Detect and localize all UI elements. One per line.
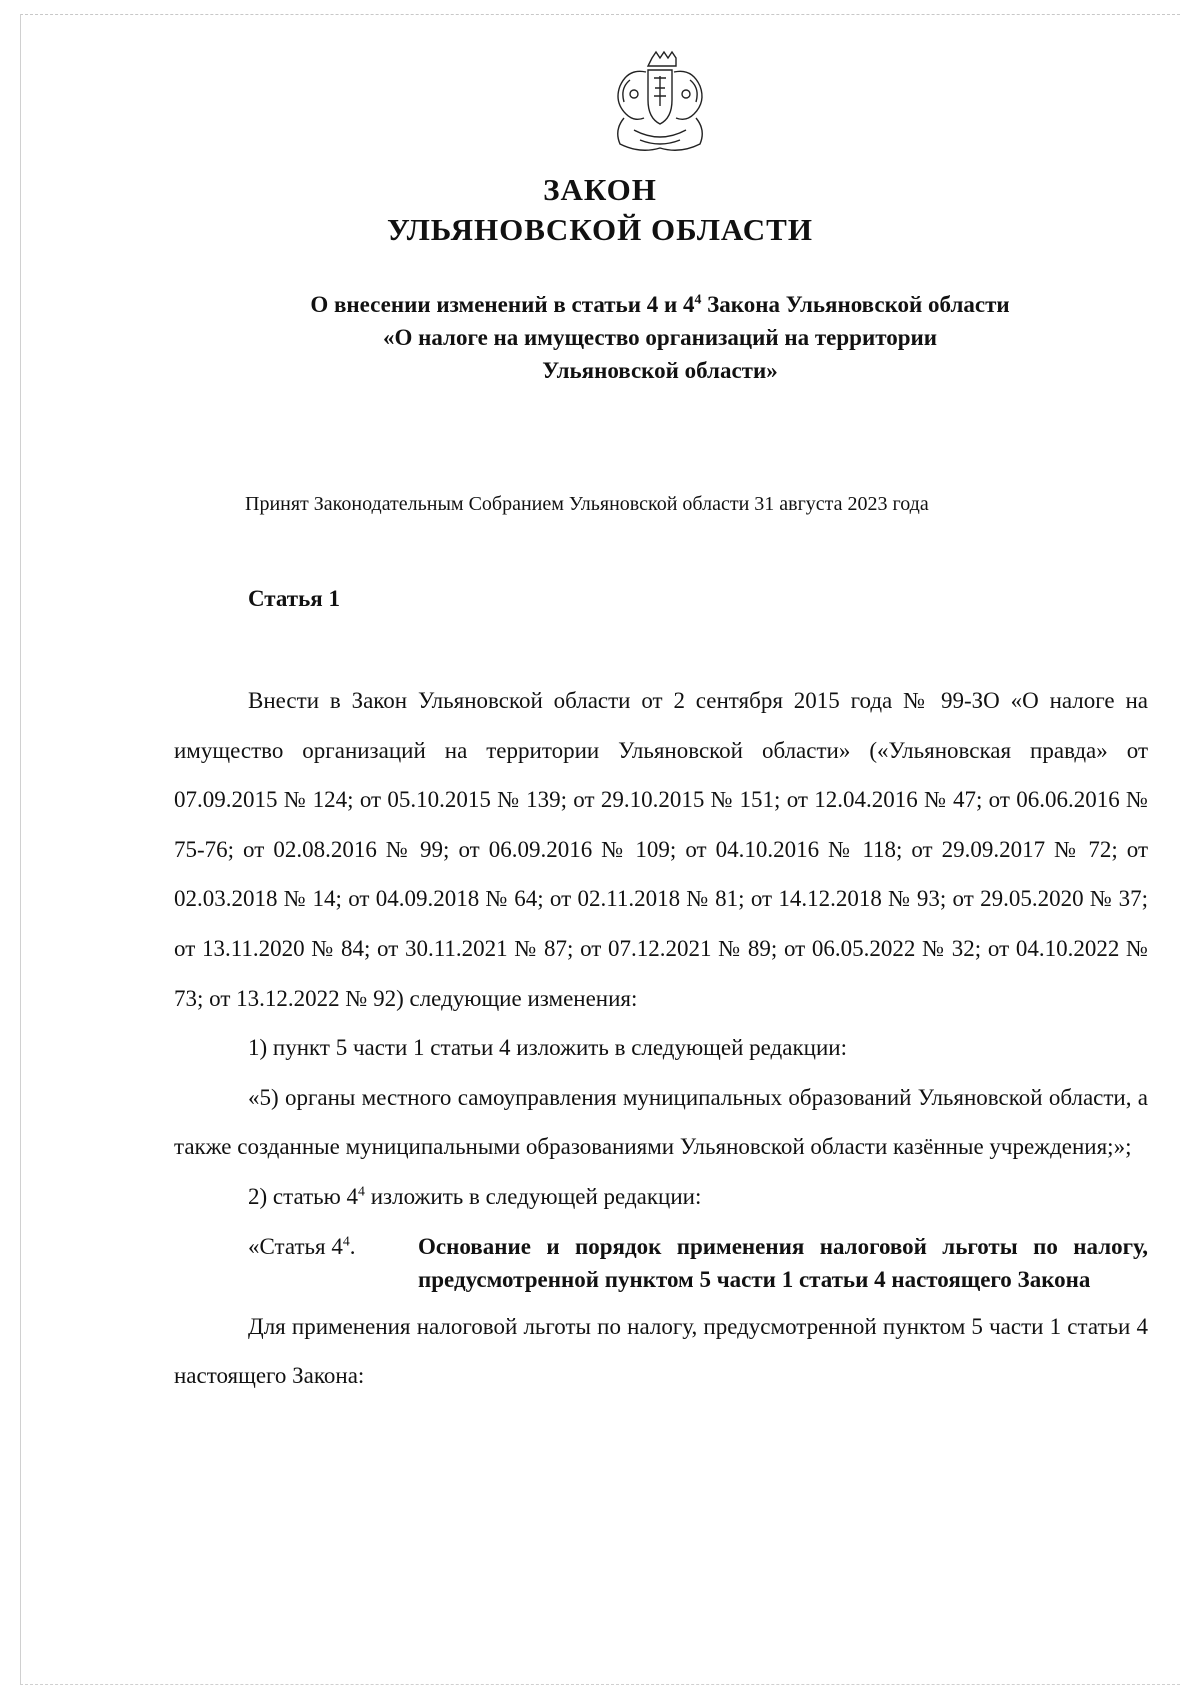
new-article-label — [174, 1230, 418, 1296]
law-title-line-2: УЛЬЯНОВСКОЙ ОБЛАСТИ — [387, 212, 813, 247]
article-1-heading: Статья 1 — [248, 586, 340, 611]
law-subject — [220, 288, 1100, 387]
coat-of-arms-emblem — [600, 48, 720, 158]
adoption-note: Принят Законодательным Собранием Ульяновской области 31 августа 2023 года — [245, 493, 929, 515]
subject-text-a: О внесении изменений в статьи 4 и 4 — [310, 292, 695, 317]
subject-line-3: Ульяновской области» — [542, 358, 778, 383]
item-1-text: «5) органы местного самоуправления муниципальных образований Ульяновской области, а также созданные муниципальными образованиями Ульяновской области казённые учреждения;»; — [174, 1084, 1148, 1160]
new-article-label-b: . — [349, 1233, 356, 1259]
new-article-label-a: «Статья 4 — [248, 1233, 343, 1259]
scan-edge-top — [20, 14, 1180, 15]
new-article-heading — [174, 1222, 1148, 1302]
item-1: 1) пункт 5 части 1 статьи 4 изложить в следующей редакции: — [248, 1035, 847, 1061]
subject-line-1 — [220, 288, 1100, 321]
closing-paragraph: Для применения налоговой льготы по налогу, предусмотренной пунктом 5 части 1 статьи 4 настоящего Закона: — [174, 1313, 1148, 1389]
item-2-text-b: изложить в следующей редакции: — [364, 1183, 702, 1209]
item-2-superscript: 4 — [358, 1183, 365, 1199]
scan-edge-left — [20, 14, 21, 1684]
item-2 — [174, 1172, 1148, 1222]
law-title-line-1: ЗАКОН — [543, 172, 657, 207]
article-1-intro: Внести в Закон Ульяновской области от 2 сентября 2015 года № 99-ЗО «О налоге на имущество организаций на территории Ульяновской области» («Ульяновская правда» от 07.09.2015 № 124; от 05.10.2015 № 139; от 29.10.2015 № 151; от 12.04.2016 № 47; от 06.06.2016 № 75-76; от 02.08.2016 № 99; от 06.09.2016 № 109; от 04.10.2016 № 118; от 29.09.2017 № 72; от 02.03.2018 № 14; от 04.09.2018 № 64; от 02.11.2018 № 81; от 14.12.2018 № 93; от 29.05.2020 № 37; от 13.11.2020 № 84; от 30.11.2021 № 87; от 07.12.2021 № 89; от 06.05.2022 № 32; от 04.10.2022 № 73; от 13.12.2022 № 92) следующие изменения: — [174, 688, 1148, 1011]
scan-edge-bottom — [20, 1684, 1180, 1685]
subject-line-2: «О налоге на имущество организаций на территории — [382, 325, 938, 350]
subject-text-b: Закона Ульяновской области — [701, 292, 1010, 317]
item-2-text-a: 2) статью 4 — [248, 1183, 359, 1209]
law-title — [0, 170, 1200, 250]
article-1-body — [174, 676, 1148, 1401]
new-article-title: Основание и порядок применения налоговой льготы по налогу, предусмотренной пунктом 5 части 1 статьи 4 настоящего Закона — [418, 1233, 1148, 1292]
new-article-label-superscript: 4 — [342, 1232, 350, 1248]
subject-superscript: 4 — [694, 291, 702, 307]
